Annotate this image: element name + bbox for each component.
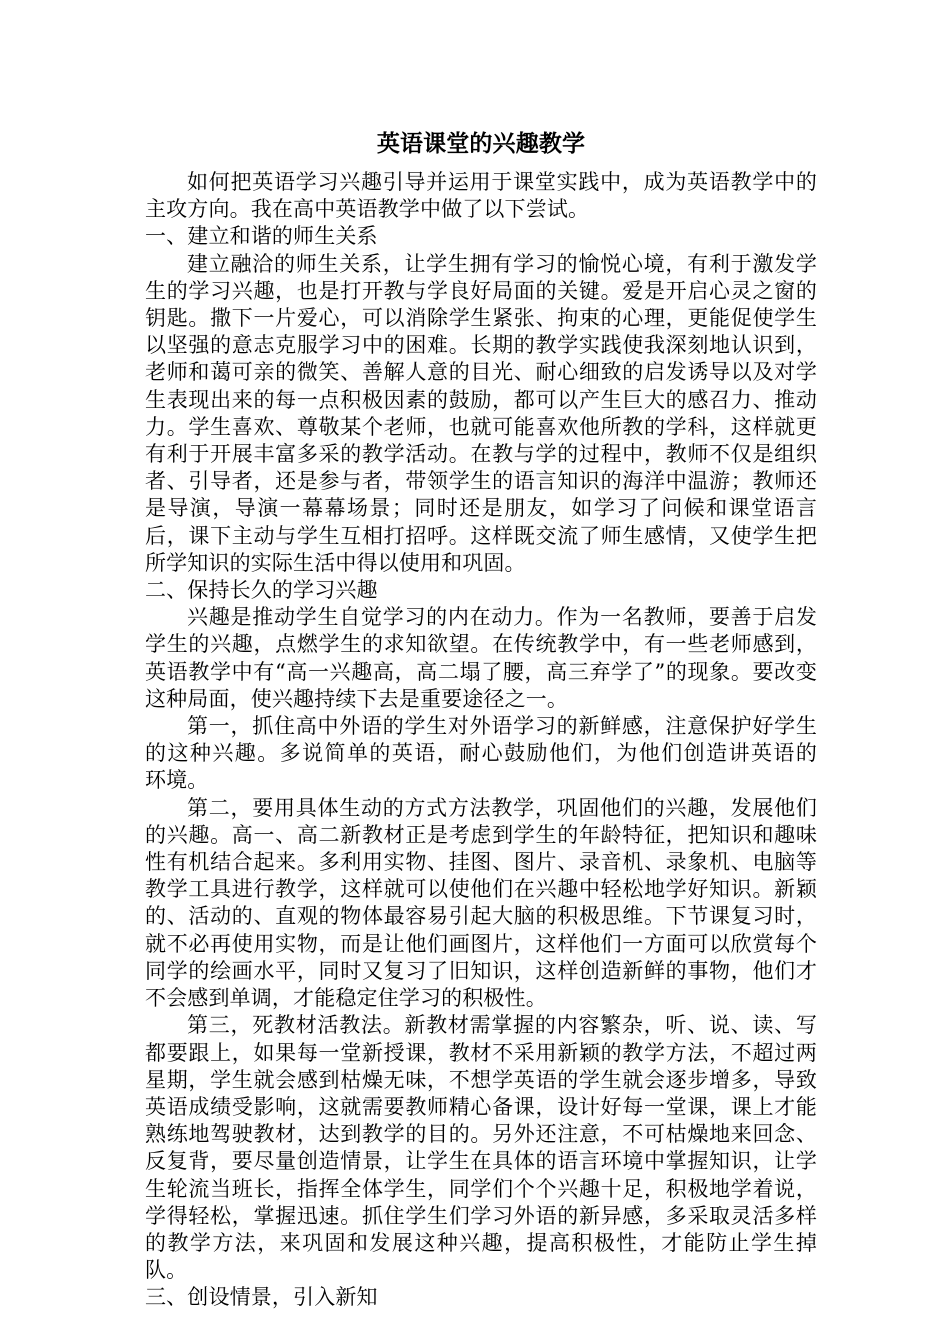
section-2-heading: 二、保持长久的学习兴趣	[145, 578, 378, 603]
section-1-paragraph: 建立融洽的师生关系，让学生拥有学习的愉悦心境，有利于激发学生的学习兴趣，也是打开教与学良好局面的关键。爱是开启心灵之窗的钥匙。撒下一片爱心，可以消除学生紧张、拘束的心理，更能促使学生以坚强的意志克服学习中的困难。长期的教学实践使我深刻地认识到，老师和蔼可亲的微笑、善解人意的目光、耐心细致的启发诱导以及对学生表现出来的每一点积极因素的鼓励，都可以产生巨大的感召力、推动力。学生喜欢、尊敬某个老师，也就可能喜欢他所教的学科，这样就更有利于开展丰富多采的教学活动。在教与学的过程中，教师不仅是组织者、引导者，还是参与者，带领学生的语言知识的海洋中温游；教师还是导演，导演一幕幕场景；同时还是朋友，如学习了问候和课堂语言后，课下主动与学生互相打招呼。这样既交流了师生感情，又使学生把所学知识的实际生活中得以使用和巩固。	[145, 251, 817, 575]
section-2-paragraph-2: 第一，抓住高中外语的学生对外语学习的新鲜感，注意保护好学生的这种兴趣。多说简单的英语，耐心鼓励他们，为他们创造讲英语的 环境。	[145, 714, 839, 793]
document-page	[145, 130, 839, 1312]
section-2-paragraph-3: 第二，要用具体生动的方式方法教学，巩固他们的兴趣，发展他们的兴趣。高一、高二新教材正是考虑到学生的年龄特征，把知识和趣味性有机结合起来。多利用实物、挂图、图片、录音机、录象机、电脑等教学工具进行教学，这样就可以使他们在兴趣中轻松地学好知识。新颖的、活动的、直观的物体最容易引起大脑的积极思维。下节课复习时，就不必再使用实物，而是让他们画图片，这样他们一方面可以欣赏每个同学的绘画水平，同时又复习了旧知识，这样创造新鲜的事物，他们才不会感到单调，才能稳定住学习的积极性。	[145, 795, 817, 1011]
section-2-paragraph-4: 第三，死教材活教法。新教材需掌握的内容繁杂，听、说、读、写都要跟上，如果每一堂新授课，教材不采用新颖的教学方法，不超过两星期，学生就会感到枯燥无味，不想学英语的学生就会逐步增多，导致英语成绩受影响，这就需要教师精心备课，设计好每一堂课，课上才能熟练地驾驶教材，达到教学的目的。另外还注意，不可枯燥地来回念、反复背，要尽量创造情景，让学生在具体的语言环境中掌握知识，让学生轮流当班长，指挥全体学生，同学们个个兴趣十足，积极地学着说，学得轻松，掌握迅速。抓住学生们学习外语的新异感，多采取灵活多样的教学方法，来巩固和发展这种兴趣，提高积极性，才能防止学生掉队。	[145, 1013, 817, 1283]
section-1-heading: 一、建立和谐的师生关系	[145, 224, 378, 249]
section-3-heading: 三、创设情景，引入新知	[145, 1285, 378, 1310]
section-2-paragraph-1: 兴趣是推动学生自觉学习的内在动力。作为一名教师，要善于启发学生的兴趣，点燃学生的求知欲望。在传统教学中，有一些老师感到，英语教学中有“高一兴趣高，高二塌了腰，高三弃学了”的现象。要改变这种局面，使兴趣持续下去是重要途径之一。	[145, 605, 817, 711]
intro-paragraph: 如何把英语学习兴趣引导并运用于课堂实践中，成为英语教学中的主攻方向。我在高中英语教学中做了以下尝试。	[145, 170, 817, 222]
document-title: 英语课堂的兴趣教学	[376, 130, 586, 157]
